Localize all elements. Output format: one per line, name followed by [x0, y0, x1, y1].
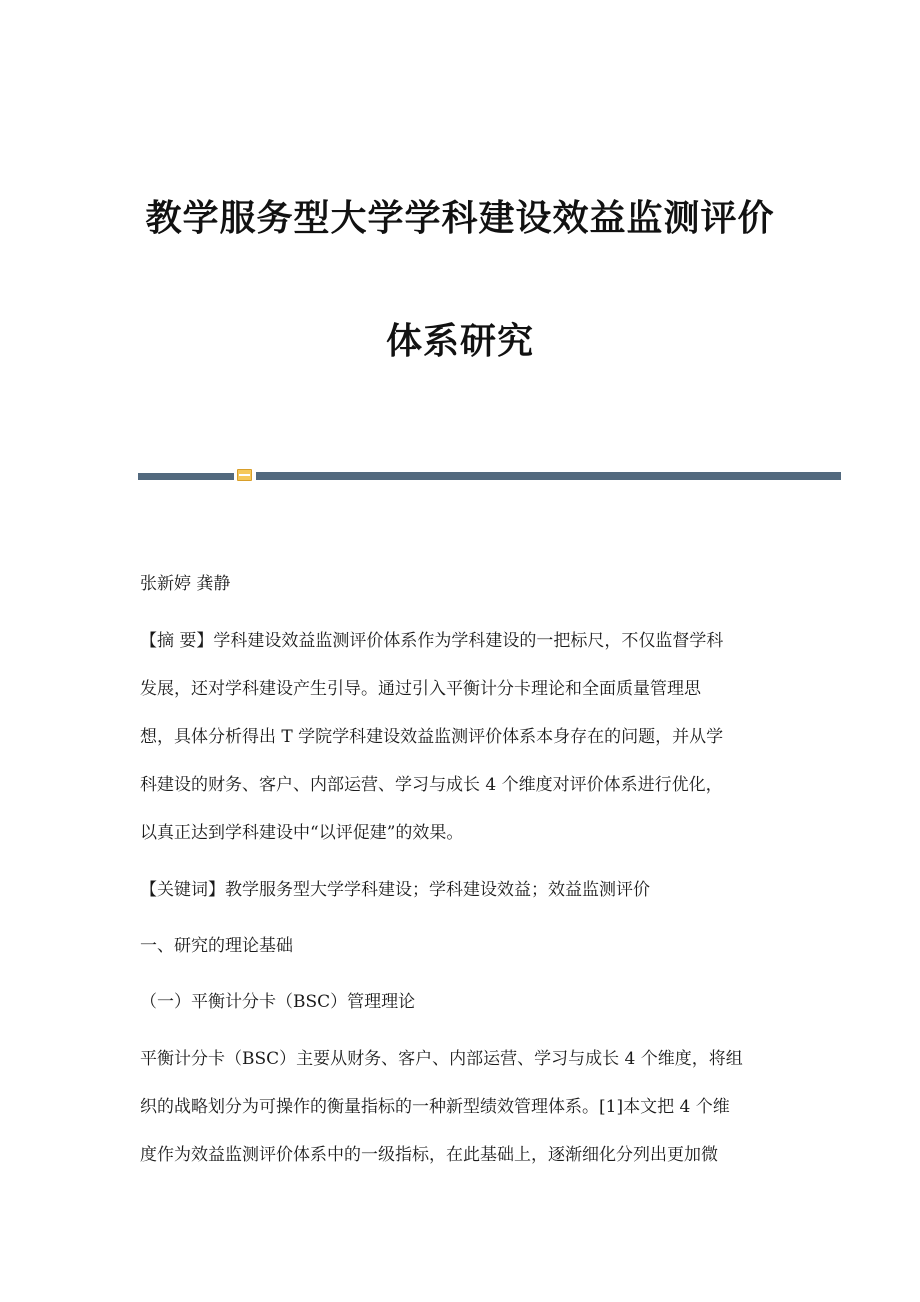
abstract-line-3: 想，具体分析得出 T 学院学科建设效益监测评价体系本身存在的问题，并从学 — [140, 727, 724, 747]
abstract-line-4: 科建设的财务、客户、内部运营、学习与成长 4 个维度对评价体系进行优化， — [140, 775, 723, 795]
divider-bar-right — [256, 472, 841, 480]
subsection-heading-1: （一）平衡计分卡（BSC）管理理论 — [140, 992, 416, 1012]
authors: 张新婷 龚静 — [140, 574, 231, 594]
document-title-line-2: 体系研究 — [385, 321, 534, 362]
abstract-line-1: 【摘 要】学科建设效益监测评价体系作为学科建设的一把标尺，不仅监督学科 — [140, 631, 724, 651]
body-line-2: 织的战略划分为可操作的衡量指标的一种新型绩效管理体系。[1]本文把 4 个维 — [140, 1097, 730, 1117]
divider-bar-left — [138, 473, 234, 480]
title-divider — [138, 466, 841, 484]
abstract-line-5: 以真正达到学科建设中“以评促建”的效果。 — [140, 823, 464, 843]
keywords: 【关键词】教学服务型大学学科建设；学科建设效益；效益监测评价 — [140, 880, 650, 900]
envelope-icon — [237, 469, 252, 481]
abstract-line-2: 发展，还对学科建设产生引导。通过引入平衡计分卡理论和全面质量管理思 — [140, 679, 701, 699]
document-title-line-1: 教学服务型大学学科建设效益监测评价 — [145, 198, 775, 239]
body-line-1: 平衡计分卡（BSC）主要从财务、客户、内部运营、学习与成长 4 个维度，将组 — [140, 1049, 743, 1069]
body-line-3: 度作为效益监测评价体系中的一级指标，在此基础上，逐渐细化分列出更加微 — [140, 1145, 718, 1165]
section-heading-1: 一、研究的理论基础 — [140, 936, 293, 956]
